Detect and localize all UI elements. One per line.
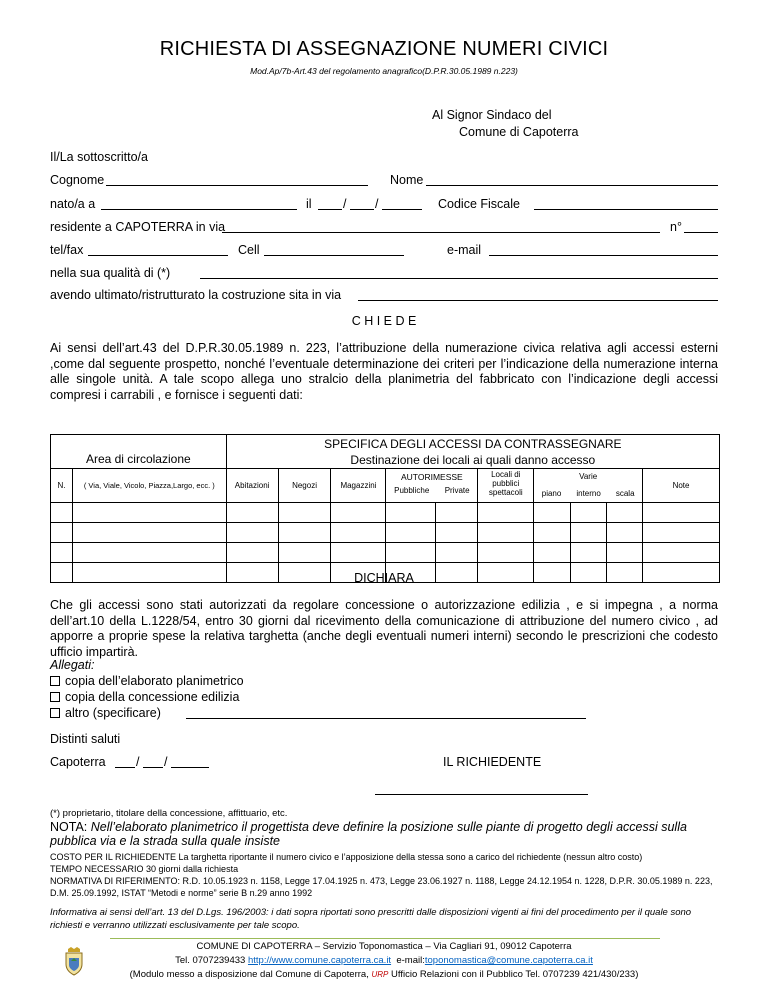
website-link[interactable]: http://www.comune.capoterra.ca.it [247,955,392,966]
col-abitazioni: Abitazioni [226,469,278,503]
birth-day-field[interactable] [318,197,342,210]
nota-block [50,820,722,848]
email-label: e-mail [447,243,482,257]
col-varie: Varie [579,472,598,481]
urp-logo: URP [371,970,389,979]
destinazione-header: Destinazione dei locali ai quali danno accesso [350,452,596,467]
nato-label: nato/a a [50,197,96,211]
col-piano: piano [541,489,562,498]
telfax-field[interactable] [88,243,228,256]
altro-field[interactable] [186,706,586,719]
dichiara-heading: DICHIARA [354,571,414,585]
asterisk-note: (*) proprietario, titolare della concessione, affittuario, etc. [50,808,288,819]
intro-label: Il/La sottoscritto/a [50,150,148,164]
footer-contacts [0,955,768,966]
cell-field[interactable] [264,243,404,256]
document-title: RICHIESTA DI ASSEGNAZIONE NUMERI CIVICI [159,38,609,60]
col-n: N. [51,469,73,503]
footer-address: COMUNE DI CAPOTERRA – Servizio Toponomastica – Via Cagliari 91, 09012 Capoterra [196,941,572,952]
nome-label: Nome [390,173,424,187]
dichiara-text: Che gli accessi sono stati autorizzati da regolare concessione o autorizzazione edilizia , e si impegna , a norma dell’art.10 della L.1228/54, entro 30 giorni dal ricevimento della comunicazione di attribuzione del numero civico , ad apporre a proprie spese la relativa targhetta (anche degli eventuali numeri interni) secondo le prescrizioni che codesto ufficio impartirà. [50,598,718,659]
costruzione-label: avendo ultimato/ristrutturato la costruzione sita in via [50,288,342,302]
chiede-heading: C H I E D E [351,314,417,328]
footer-modulo: (Modulo messo a disposizione dal Comune di Capoterra, URP Ufficio Relazioni con il Pubblico Tel. 0707239 421/430/233) [129,969,639,980]
recipient-line2: Comune di Capoterra [459,125,579,139]
street-number-label: n° [670,220,682,234]
allegato-item[interactable]: copia dell’elaborato planimetrico [50,674,244,688]
col-locali: Locali di pubblici spettacoli [478,469,534,503]
informativa-text: Informativa ai sensi dell’art. 13 del D.Lgs. 196/2003: i dati sopra riportati sono prescritti dalle disposizioni vigenti ai fini del procedimento per il quale sono richiesti e verranno utilizzati esclusivamente per tale scopo. [50,907,692,931]
email-field[interactable] [489,243,718,256]
signature-field[interactable] [375,782,588,795]
table-row[interactable] [51,503,720,523]
col-via: ( Via, Viale, Vicolo, Piazza,Largo, ecc. ) [72,469,226,503]
residente-label: residente a CAPOTERRA in via [50,220,226,234]
footer-email-label: e-mail: [396,955,425,966]
qualita-field[interactable] [200,266,718,279]
street-number-field[interactable] [684,220,718,233]
table-row[interactable] [51,523,720,543]
nota-text: Nell’elaborato planimetrico il progettista deve definire la posizione sulle piante di progetto degli accessi sulla pubblica via e la strada sulla quale insiste [50,820,687,848]
accessi-table [50,434,720,583]
col-magazzini: Magazzini [331,469,386,503]
chiede-text: Ai sensi dell’art.43 del D.P.R.30.05.1989 n. 223, l’attribuzione della numerazione civica relativa agli accessi esterni ,come dal seguente prospetto, nonché l’eventuale determinazione dei criteri per l’indicazione della numerazione interna alle singole unità. A tale scopo allega uno stralcio della planimetria del fabbricato con l’indicazione degli accessi compresi i carrabili , e fornisce i seguenti dati: [50,341,718,402]
nota-label: NOTA: [50,820,88,834]
email-link[interactable]: toponomastica@comune.capoterra.ca.it [424,955,593,966]
tempo-text: TEMPO NECESSARIO 30 giorni dalla richiesta [50,864,239,874]
col-scala: scala [615,489,635,498]
qualita-label: nella sua qualità di (*) [50,266,171,280]
allegato-item[interactable]: altro (specificare) [50,706,161,720]
col-note: Note [643,469,720,503]
il-label: il [306,197,312,211]
date-day-field[interactable] [115,755,135,768]
col-interno: interno [576,489,601,498]
birth-year-field[interactable] [382,197,422,210]
place-label: Capoterra [50,755,106,769]
checkbox[interactable] [50,708,60,718]
saluti: Distinti saluti [50,732,121,746]
document-subtitle: Mod.Ap/7b-Art.43 del regolamento anagrafico(D.P.R.30.05.1989 n.223) [250,66,518,76]
cognome-label: Cognome [50,173,105,187]
allegati-heading: Allegati: [50,658,95,672]
date-month-field[interactable] [143,755,163,768]
costo-text: COSTO PER IL RICHIEDENTE La targhetta riportante il numero civico e l’apposizione della stessa sono a carico del richiedente (nessun altro costo) [50,852,643,862]
nome-field[interactable] [426,173,718,186]
footer-rule [110,938,660,939]
telfax-label: tel/fax [50,243,84,257]
codice-fiscale-field[interactable] [534,197,718,210]
codice-fiscale-label: Codice Fiscale [438,197,520,211]
birthplace-field[interactable] [101,197,297,210]
allegato-item[interactable]: copia della concessione edilizia [50,690,239,704]
recipient-line1: Al Signor Sindaco del [432,108,552,122]
birth-month-field[interactable] [350,197,374,210]
costruzione-field[interactable] [358,288,718,301]
checkbox[interactable] [50,676,60,686]
table-main-header: SPECIFICA DEGLI ACCESSI DA CONTRASSEGNARE [324,437,622,451]
col-autorimesse: AUTORIMESSE [401,472,463,482]
date-year-field[interactable] [171,755,209,768]
table-row[interactable] [51,543,720,563]
area-header: Area di circolazione [85,452,191,466]
checkbox[interactable] [50,692,60,702]
richiedente-label: IL RICHIEDENTE [443,755,542,769]
residence-street-field[interactable] [222,220,660,233]
col-negozi: Negozi [278,469,331,503]
footer-tel: Tel. 0707239433 [175,955,246,966]
col-pubbliche: Pubbliche [394,486,430,495]
cognome-field[interactable] [106,173,368,186]
col-private: Private [444,486,470,495]
normativa-text: NORMATIVA DI RIFERIMENTO: R.D. 10.05.1923 n. 1158, Legge 17.04.1925 n. 473, Legge 23.06.1927 n. 1188, Legge 24.12.1954 n. 1228, D.P.R. 30.05.1989 n. 223, D.M. 25.09.1992, ISTAT “Metodi e norme” serie B n.29 anno 1992 [50,876,713,898]
cell-label: Cell [238,243,260,257]
